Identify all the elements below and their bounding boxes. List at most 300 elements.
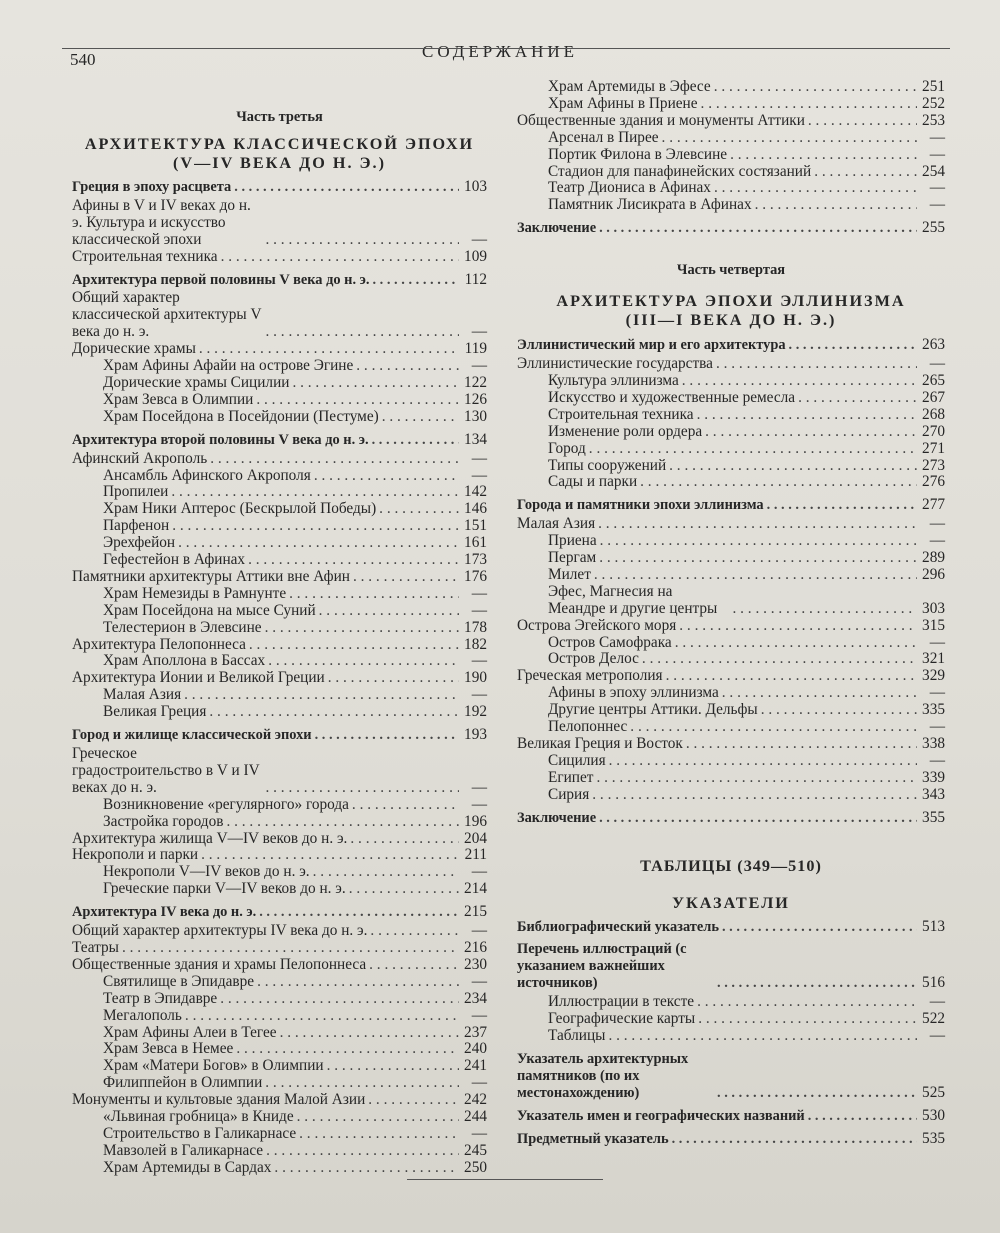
page-ref: —	[929, 145, 945, 163]
toc-entry	[72, 881, 487, 898]
entry-title: Великая Греция и Восток	[517, 735, 683, 752]
entry-title: Таблицы	[548, 1026, 606, 1044]
entry-title: Заключение	[517, 809, 597, 826]
page-ref: 112	[464, 270, 487, 288]
entry-title: Архитектура жилища V—IV веков до н. э.	[72, 829, 348, 847]
entry-title: Памятник Лисикрата в Афинах	[548, 196, 752, 214]
entry-title: Дорические храмы	[72, 340, 196, 358]
page-ref: —	[929, 993, 945, 1011]
toc-entry	[517, 79, 945, 96]
dot-leader	[805, 1108, 917, 1125]
entry-title: Греческие парки V—IV веков до н. э.	[103, 880, 346, 898]
part-title: АРХИТЕКТУРА КЛАССИЧЕСКОЙ ЭПОХИ	[84, 135, 475, 153]
dot-leader	[168, 484, 459, 501]
toc-entry	[72, 501, 487, 518]
dot-leader	[597, 533, 917, 550]
dot-leader	[175, 535, 459, 552]
dot-leader	[727, 147, 917, 164]
toc-entry	[72, 727, 487, 744]
entry-title: Заключение	[517, 220, 597, 237]
toc-entry	[72, 1092, 487, 1109]
dot-leader	[595, 516, 917, 533]
toc-entry	[517, 220, 945, 237]
page-ref: 109	[464, 247, 487, 265]
entry-title: Театр в Эпидавре	[103, 989, 218, 1007]
entry-title: Библиографический указатель	[517, 918, 719, 935]
dot-leader	[263, 324, 460, 341]
entry-title: Памятники архитектуры Аттики вне Афин	[72, 567, 350, 585]
dot-leader	[263, 1143, 459, 1160]
page-ref: 339	[922, 768, 945, 786]
footer-rule	[407, 1179, 603, 1180]
entry-title: Греческое градостроительство в V и IV веках до н. э.	[72, 745, 260, 796]
page-ref: 270	[922, 422, 945, 440]
page-ref: 242	[464, 1091, 487, 1109]
entry-title: Афины в эпоху эллинизма	[548, 684, 719, 702]
toc-entry	[72, 923, 487, 940]
toc-entry	[72, 409, 487, 426]
toc-entry	[517, 424, 945, 441]
entry-title: Географические карты	[548, 1010, 696, 1028]
entry-title: Эллинистические государства	[517, 355, 713, 373]
toc-entry	[517, 635, 945, 652]
part-label: Часть третья	[236, 109, 323, 125]
page-ref: 250	[464, 1158, 487, 1176]
entry-title: Указатель архитектурных памятников (по их местонахождению)	[517, 1050, 689, 1101]
page-ref: 122	[464, 373, 487, 391]
page-ref: —	[471, 1074, 487, 1092]
dot-leader	[271, 1160, 459, 1177]
entry-title: Храм Аполлона в Бассах	[103, 652, 266, 670]
toc-entry	[72, 451, 487, 468]
toc-entry	[517, 390, 945, 407]
dot-leader	[246, 637, 459, 654]
page-ref: 252	[922, 94, 945, 112]
entry-title: Культура эллинизма	[548, 371, 679, 389]
toc-entry	[517, 567, 945, 584]
toc-entry	[517, 373, 945, 390]
dot-leader	[353, 358, 459, 375]
dot-leader	[196, 341, 459, 358]
page-ref: 271	[922, 439, 945, 457]
toc-entry	[517, 130, 945, 147]
entry-title: Общий характер архитектуры IV века до н. э.	[72, 922, 368, 940]
toc-list-left	[72, 179, 487, 1177]
toc-entry	[517, 96, 945, 113]
page-ref: 251	[922, 78, 945, 95]
toc-entry	[72, 847, 487, 864]
entry-title: Эфес, Магнесия на Меандре и другие центры	[548, 582, 718, 617]
dot-leader	[169, 518, 459, 535]
entry-title: Приена	[548, 532, 597, 550]
page-ref: 268	[922, 405, 945, 423]
dot-leader	[694, 994, 917, 1011]
entry-title: Греческая метрополия	[517, 667, 663, 685]
page-ref: —	[471, 357, 487, 375]
dot-leader	[119, 940, 459, 957]
page-ref: 244	[464, 1108, 487, 1126]
entry-title: Телестерион в Элевсине	[103, 618, 262, 636]
page-ref: 516	[922, 974, 945, 992]
entry-title: Мавзолей в Галикарнасе	[103, 1141, 264, 1159]
dot-leader	[714, 1085, 917, 1102]
entry-title: Храм Артемиды в Сардах	[103, 1158, 272, 1176]
dot-leader	[312, 727, 459, 744]
page-ref: —	[471, 584, 487, 602]
page-ref: 355	[922, 808, 945, 826]
entry-title: Малая Азия	[103, 686, 182, 704]
dot-leader	[805, 113, 917, 130]
toc-entry	[72, 940, 487, 957]
entry-title: Эллинистический мир и его архитектура	[517, 337, 786, 354]
page-ref: 315	[922, 616, 945, 634]
page-ref: 173	[464, 551, 487, 569]
entry-title: Храм Афины Алеи в Тегее	[103, 1023, 277, 1041]
toc-list-right	[517, 337, 945, 826]
toc-entry	[72, 535, 487, 552]
toc-entry	[72, 272, 487, 289]
entry-title: Храм Посейдона на мысе Суний	[103, 601, 316, 619]
page-ref: 289	[922, 549, 945, 567]
toc-entry	[72, 484, 487, 501]
toc-entry	[72, 249, 487, 266]
dot-leader	[256, 904, 459, 921]
dot-leader	[207, 451, 459, 468]
part-title-2: АРХИТЕКТУРА ЭПОХИ ЭЛЛИНИЗМА	[556, 292, 906, 311]
entry-title: Остров Делос	[548, 650, 639, 668]
entry-title: Архитектура Ионии и Великой Греции	[72, 669, 325, 687]
entry-title: «Львиная гробница» в Книде	[103, 1108, 294, 1126]
dot-leader	[639, 651, 917, 668]
page-ref: 513	[922, 917, 945, 935]
dot-leader	[596, 810, 917, 827]
entry-title: Малая Азия	[517, 515, 596, 533]
page-ref: 204	[464, 829, 487, 847]
entry-title: Мегалополь	[103, 1006, 182, 1024]
page-ref: —	[929, 515, 945, 533]
page-ref: —	[929, 355, 945, 373]
dot-leader	[223, 814, 459, 831]
dot-leader	[605, 1028, 917, 1045]
page-ref: 241	[464, 1057, 487, 1075]
toc-entry	[72, 290, 487, 341]
toc-entry	[517, 474, 945, 491]
toc-entry	[517, 994, 945, 1011]
dot-leader	[714, 975, 917, 992]
entry-title: Храм Зевса в Олимпии	[103, 390, 254, 408]
toc-entry	[517, 618, 945, 635]
dot-leader	[277, 1025, 459, 1042]
dot-leader	[711, 180, 917, 197]
entry-title: Гефестейон в Афинах	[103, 551, 246, 569]
dot-leader	[198, 847, 459, 864]
page-ref: 146	[464, 500, 487, 518]
toc-entry	[72, 957, 487, 974]
toc-entry	[72, 1058, 487, 1075]
dot-leader	[233, 1041, 459, 1058]
toc-entry	[72, 468, 487, 485]
dot-leader	[713, 356, 917, 373]
dot-leader	[589, 787, 917, 804]
page-ref: 161	[464, 534, 487, 552]
dot-leader	[591, 567, 917, 584]
entry-title: Парфенон	[103, 517, 170, 535]
page-ref: —	[929, 179, 945, 197]
running-header: СОДЕРЖАНИЕ	[422, 42, 579, 61]
header-rule	[62, 48, 950, 49]
page-ref: 237	[464, 1023, 487, 1041]
entry-title: Архитектура Пелопоннеса	[72, 635, 246, 653]
right-column	[517, 79, 945, 1149]
toc-entry	[517, 497, 945, 514]
toc-entry	[72, 620, 487, 637]
toc-entry	[517, 458, 945, 475]
entry-title: Остров Самофрака	[548, 633, 672, 651]
dot-leader	[218, 249, 459, 266]
page-ref: 335	[922, 701, 945, 719]
toc-entry	[517, 180, 945, 197]
page-ref: —	[929, 751, 945, 769]
entry-title: Сады и парки	[548, 473, 638, 491]
toc-entry	[517, 1011, 945, 1028]
entry-title: Города и памятники эпохи эллинизма	[517, 497, 764, 514]
entry-title: Строительная техника	[548, 405, 694, 423]
dot-leader	[367, 923, 459, 940]
toc-entry	[517, 1028, 945, 1045]
page-ref: 525	[922, 1083, 945, 1101]
toc-entry	[517, 941, 945, 992]
page-ref: —	[471, 601, 487, 619]
toc-entry	[517, 164, 945, 181]
toc-entry	[72, 814, 487, 831]
tables-heading: ТАБЛИЦЫ (349—510)	[640, 856, 822, 875]
entry-title: Застройка городов	[103, 812, 224, 830]
page-ref: 296	[922, 565, 945, 583]
dot-leader	[694, 407, 917, 424]
page-ref: 126	[464, 390, 487, 408]
toc-entry	[72, 341, 487, 358]
entry-title: Предметный указатель	[517, 1130, 669, 1147]
dot-leader	[265, 653, 459, 670]
toc-entry	[72, 569, 487, 586]
dot-leader	[758, 702, 917, 719]
dot-leader	[702, 424, 917, 441]
toc-entry	[72, 1126, 487, 1143]
page-ref: 182	[464, 635, 487, 653]
page-ref: 192	[464, 703, 487, 721]
toc-entry	[72, 991, 487, 1008]
dot-leader	[719, 685, 917, 702]
page-ref: —	[471, 1124, 487, 1142]
page-ref: 196	[464, 812, 487, 830]
page-ref: 267	[922, 388, 945, 406]
entry-title: Храм Ники Аптерос (Бескрылой Победы)	[103, 500, 377, 518]
entry-title: Ансамбль Афинского Акрополя	[103, 466, 311, 484]
toc-entry	[72, 392, 487, 409]
entry-title: Театр Диониса в Афинах	[548, 179, 711, 197]
page-ref: 151	[464, 517, 487, 535]
toc-entry	[517, 770, 945, 787]
toc-entry	[517, 787, 945, 804]
dot-leader	[310, 864, 459, 881]
entry-title: Храм Зевса в Немее	[103, 1040, 234, 1058]
toc-entry	[72, 432, 487, 449]
page-ref: —	[471, 449, 487, 467]
toc-entry	[517, 550, 945, 567]
dot-leader	[695, 1011, 917, 1028]
entry-title: Святилище в Эпидавре	[103, 972, 255, 990]
toc-entry	[72, 1143, 487, 1160]
entry-title: Афинский Акрополь	[72, 449, 208, 467]
entry-title: Изменение роли ордера	[548, 422, 703, 440]
dot-leader	[596, 550, 917, 567]
toc-entry	[517, 197, 945, 214]
toc-entry	[517, 584, 945, 618]
entry-title: Общественные здания и монументы Аттики	[517, 111, 805, 129]
page-ref: —	[929, 1026, 945, 1044]
toc-entry	[517, 1108, 945, 1125]
toc-entry	[72, 179, 487, 196]
dot-leader	[182, 1008, 459, 1025]
entry-title: Город	[548, 439, 586, 457]
entry-title: Искусство и художественные ремесла	[548, 388, 796, 406]
page-ref: 255	[922, 219, 945, 237]
dot-leader	[596, 220, 917, 237]
entry-title: Храм Немезиды в Рамнунте	[103, 584, 287, 602]
page-ref: —	[929, 196, 945, 214]
page-ref: —	[929, 128, 945, 146]
dot-leader	[253, 392, 459, 409]
dot-leader	[676, 618, 917, 635]
dot-leader	[325, 670, 459, 687]
left-column	[72, 108, 487, 1177]
page-ref: 130	[464, 407, 487, 425]
dot-leader	[376, 501, 459, 518]
page-ref: —	[471, 795, 487, 813]
dot-leader	[217, 991, 459, 1008]
entry-title: Некрополи V—IV веков до н. э.	[103, 863, 310, 881]
toc-entry	[517, 685, 945, 702]
dot-leader	[606, 753, 917, 770]
entry-title: Афины в V и IV веках до н. э. Культура и искусство классической эпохи	[72, 196, 251, 248]
toc-entry	[72, 1008, 487, 1025]
page-ref: 178	[464, 618, 487, 636]
entry-title: Город и жилище классической эпохи	[72, 727, 312, 744]
entry-title: Милет	[548, 565, 591, 583]
dot-leader	[666, 458, 917, 475]
dot-leader	[206, 704, 459, 721]
toc-entry	[517, 753, 945, 770]
dot-leader	[711, 79, 917, 96]
entry-title: Строительство в Галикарнасе	[103, 1124, 297, 1142]
toc-entry	[517, 1051, 945, 1102]
dot-leader	[379, 409, 459, 426]
page-ref: 265	[922, 371, 945, 389]
entry-title: Общественные здания и храмы Пелопоннеса	[72, 955, 367, 973]
dot-leader	[349, 797, 459, 814]
toc-entry	[72, 1109, 487, 1126]
entry-title: Монументы и культовые здания Малой Азии	[72, 1091, 366, 1109]
entry-title: Филиппейон в Олимпии	[103, 1074, 263, 1092]
page-ref: 276	[922, 473, 945, 491]
page-ref: 277	[922, 496, 945, 514]
page-ref: 234	[464, 989, 487, 1007]
dot-leader	[786, 337, 917, 354]
page-ref: 254	[922, 162, 945, 180]
page-ref: 253	[922, 111, 945, 129]
toc-list-right-top	[517, 79, 945, 237]
entry-title: Храм Афины в Приене	[548, 94, 698, 112]
toc-entry	[72, 904, 487, 921]
toc-entry	[517, 702, 945, 719]
dot-leader	[811, 164, 917, 181]
toc-entry	[72, 670, 487, 687]
toc-entry	[72, 518, 487, 535]
dot-leader	[679, 373, 917, 390]
toc-entry	[72, 552, 487, 569]
dot-leader	[245, 552, 459, 569]
entry-title: Сирия	[548, 785, 590, 803]
dot-leader	[365, 1092, 459, 1109]
toc-entry	[517, 337, 945, 354]
page-ref: 263	[922, 336, 945, 354]
part-subtitle: (V—IV ВЕКА ДО Н. Э.)	[173, 154, 386, 172]
page-ref: 176	[464, 567, 487, 585]
toc-entry	[517, 441, 945, 458]
entry-title: Сицилия	[548, 751, 606, 769]
toc-entry	[517, 719, 945, 736]
entry-title: Указатель имен и географических названий	[517, 1107, 805, 1124]
dot-leader	[286, 586, 459, 603]
toc-entry	[72, 586, 487, 603]
dot-leader	[659, 130, 917, 147]
toc-entry	[517, 516, 945, 533]
dot-leader	[181, 687, 459, 704]
entry-title: Египет	[548, 768, 594, 786]
toc-entry	[517, 407, 945, 424]
page-ref: 245	[464, 1141, 487, 1159]
toc-entry	[72, 864, 487, 881]
entry-title: Храм Посейдона в Посейдонии (Пестуме)	[103, 407, 379, 425]
page-ref: —	[471, 230, 487, 248]
toc-entry	[517, 919, 945, 936]
page-ref: 343	[922, 785, 945, 803]
page-ref: 530	[922, 1106, 945, 1124]
toc-entry	[72, 603, 487, 620]
entry-title: Пропилеи	[103, 483, 169, 501]
toc-entry	[517, 810, 945, 827]
toc-entry	[517, 533, 945, 550]
toc-entry	[72, 1160, 487, 1177]
page-ref: —	[471, 686, 487, 704]
toc-entry	[72, 746, 487, 797]
toc-entry	[517, 668, 945, 685]
entry-title: Арсенал в Пирее	[548, 128, 659, 146]
dot-leader	[294, 1109, 459, 1126]
entry-title: Храм «Матери Богов» в Олимпии	[103, 1057, 324, 1075]
entry-title: Архитектура первой половины V века до н. э.	[72, 271, 370, 288]
entry-title: Другие центры Аттики. Дельфы	[548, 701, 758, 719]
dot-leader	[719, 919, 917, 936]
page-ref: —	[471, 778, 487, 796]
dot-leader	[698, 96, 917, 113]
page-ref: 119	[464, 340, 487, 358]
page-ref: 329	[922, 667, 945, 685]
dot-leader	[795, 390, 917, 407]
page-ref: 215	[464, 903, 487, 921]
page-ref: 211	[464, 846, 487, 864]
dot-leader	[752, 197, 917, 214]
